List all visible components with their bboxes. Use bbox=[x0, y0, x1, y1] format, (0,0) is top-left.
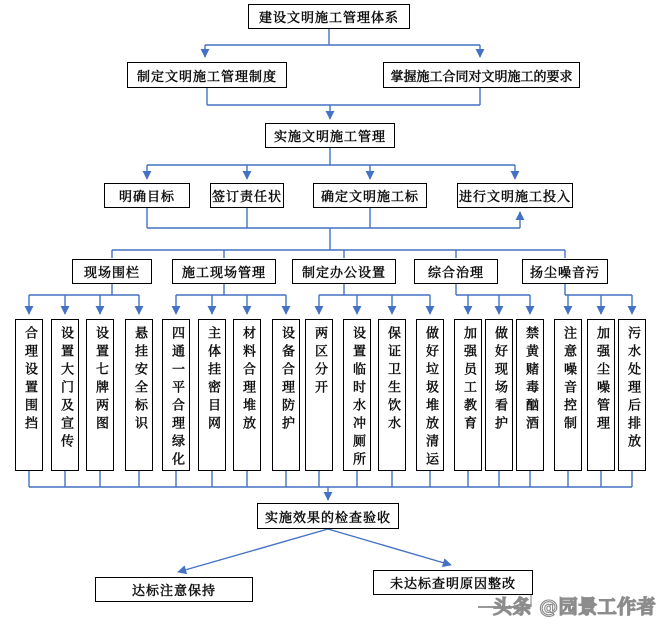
node-office-setup: 制定办公设置 bbox=[292, 259, 396, 284]
leaf-node-12: 做好垃圾堆放清运 bbox=[416, 319, 444, 471]
node-site-fence: 现场围栏 bbox=[72, 259, 152, 284]
leaf-node-17: 加强尘噪管理 bbox=[587, 319, 615, 471]
leaf-node-4: 悬挂安全标识 bbox=[125, 319, 153, 471]
node-outcome-fail: 未达标查明原因整改 bbox=[373, 570, 533, 595]
node-set-standard: 确定文明施工标 bbox=[313, 183, 427, 208]
node-inspection-acceptance: 实施效果的检查验收 bbox=[257, 503, 399, 529]
node-outcome-pass: 达标注意保持 bbox=[95, 577, 253, 602]
leaf-node-14: 做好现场看护 bbox=[485, 319, 513, 471]
leaf-node-6: 主体挂密目网 bbox=[198, 319, 226, 471]
node-clear-goals: 明确目标 bbox=[104, 183, 190, 208]
leaf-node-5: 四通一平合理绿化 bbox=[162, 319, 190, 471]
leaf-node-11: 保证卫生饮水 bbox=[378, 319, 406, 471]
leaf-node-16: 注意噪音控制 bbox=[554, 319, 582, 471]
leaf-node-7: 材料合理堆放 bbox=[233, 319, 261, 471]
leaf-node-2: 设置大门及宣传 bbox=[51, 319, 79, 471]
node-contract-requirements: 掌握施工合同对文明施工的要求 bbox=[383, 62, 580, 88]
node-sign-responsibility: 签订责任状 bbox=[210, 183, 284, 208]
leaf-node-8: 设备合理防护 bbox=[272, 319, 300, 471]
node-root: 建设文明施工管理体系 bbox=[248, 4, 410, 29]
node-implement: 实施文明施工管理 bbox=[265, 123, 395, 148]
leaf-node-13: 加强员工教育 bbox=[454, 319, 482, 471]
leaf-node-18: 污水处理后排放 bbox=[618, 319, 646, 471]
leaf-node-15: 禁黄赌毒酗酒 bbox=[516, 319, 544, 471]
node-site-management: 施工现场管理 bbox=[172, 259, 276, 284]
leaf-node-1: 合理设置围挡 bbox=[15, 319, 43, 471]
node-investment: 进行文明施工投入 bbox=[457, 183, 573, 208]
node-make-system: 制定文明施工管理制度 bbox=[127, 62, 287, 88]
leaf-node-10: 设置临时水冲厕所 bbox=[343, 319, 371, 471]
leaf-node-9: 两区分开 bbox=[305, 319, 333, 471]
node-dust-noise-pollution: 扬尘噪音污 bbox=[522, 259, 608, 284]
node-comprehensive-governance: 综合治理 bbox=[414, 259, 498, 284]
leaf-node-3: 设置七牌两图 bbox=[86, 319, 114, 471]
watermark-text: 头条 @园景工作者 bbox=[493, 596, 657, 618]
